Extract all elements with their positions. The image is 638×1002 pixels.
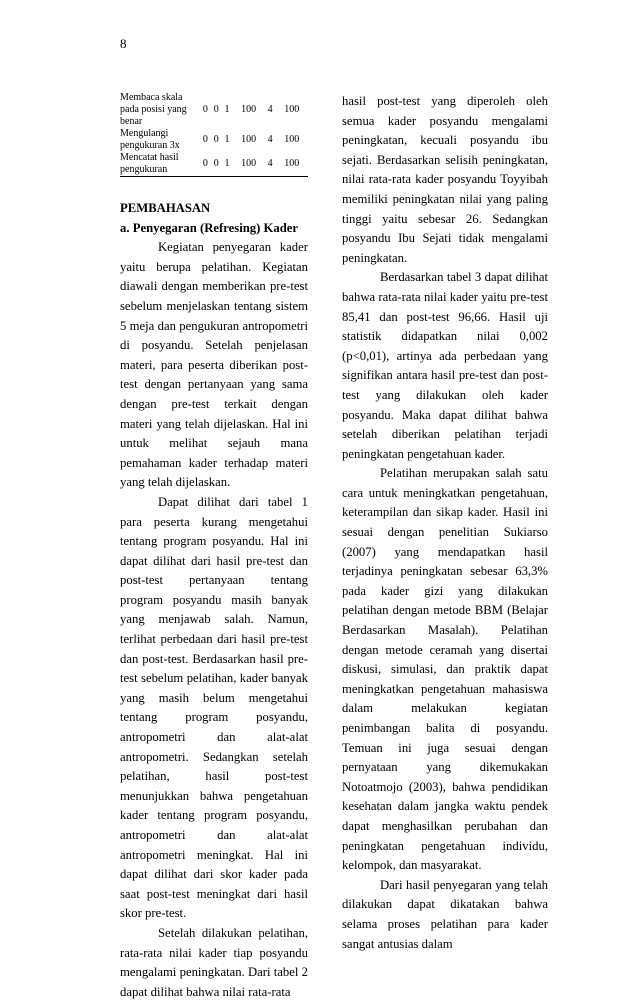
table-row xyxy=(120,152,308,177)
left-column xyxy=(120,92,308,1002)
table-cell: 100 xyxy=(241,104,257,115)
table-cell-label: Mencatat hasil pengukuran xyxy=(120,152,200,177)
table-cell: 100 xyxy=(284,134,300,145)
table-cell: 100 xyxy=(232,152,264,177)
table-cell-label: Membaca skala pada posisi yang benar xyxy=(120,92,187,127)
table-cell: 0 xyxy=(202,104,208,115)
section-title: PEMBAHASAN xyxy=(120,201,211,215)
table-cell: 0 xyxy=(211,152,222,177)
paragraph: Pelatihan merupakan salah satu cara untuk meningkatkan pengetahuan, keterampilan dan sikap kader. Hasil ini sesuai dengan penelitian Sukiarso (2007) yang mendapatkan hasil terjadinya peningkatan sebesar 63,3% pada kader gizi yang dilakukan pelatihan dengan metode BBM (Belajar Berdasarkan Masalah). Pelatihan dengan metode ceramah yang disertai diskusi, simulasi, dan praktik dapat meningkatkan pengetahuan mahasiswa dalam melakukan kegiatan penimbangan balita di posyandu. Temuan ini juga sesuai dengan pernyataan yang dikemukakan Notoatmojo (2003), bahwa pendidikan kesehatan dalam jangka waktu pendek dapat menghasilkan perubahan dan peningkatan pengetahuan individu, kelompok, dan masyarakat. xyxy=(342,466,548,873)
results-table xyxy=(120,92,308,177)
table-cell: 4 xyxy=(267,134,273,145)
page-number: 8 xyxy=(120,36,127,51)
paragraph: Setelah dilakukan pelatihan, rata-rata nilai kader tiap posyandu mengalami peningkatan. Dari tabel 2 dapat dilihat bahwa nilai rata-rata xyxy=(120,925,308,999)
table-cell-label: Mengulangi pengukuran 3x xyxy=(120,128,180,151)
table-cell: 100 xyxy=(276,152,308,177)
paragraph: Dapat dilihat dari tabel 1 para peserta kurang mengetahui tentang program posyandu. Hal ini dapat dilihat dari hasil pre-test dan post-test pertanyaan tentang program posyandu masih banyak yang menjawab salah. Namun, terlihat perbedaan dari hasil pre-test dan post-test. Berdasarkan hasil pre-test sebelum pelatihan, kader banyak yang masih belum mengetahui tentang program posyandu, antropometri dan alat-alat antropometri. Sedangkan setelah pelatihan, hasil post-test menunjukkan bahwa pengetahuan kader tentang program posyandu, antropometri dan alat-alat antropometri meningkat. Hal ini dapat dilihat dari skor kader pada saat post-test meningkat dari hasil skor pre-test. xyxy=(120,494,308,921)
table-cell: 0 xyxy=(213,104,219,115)
subsection-title: a. Penyegaran (Refresing) Kader xyxy=(120,220,299,235)
paragraph: Dari hasil penyegaran yang telah dilakukan dapat dikatakan bahwa selama proses pelatihan para kader sangat antusias dalam xyxy=(342,877,548,951)
table-cell: 0 xyxy=(202,134,208,145)
table-row xyxy=(120,128,308,152)
table-cell: 1 xyxy=(224,134,230,145)
paragraph: Berdasarkan tabel 3 dapat dilihat bahwa rata-rata nilai kader yaitu pre-test 85,41 dan post-test 96,66. Hasil uji statistik didapatkan nilai 0,002 (p<0,01), artinya ada perbedaan yang signifikan antara hasil pre-test dan post-test yang dilakukan oleh kader posyandu. Maka dapat dilihat bahwa setelah diberikan pelatihan terjadi peningkatan pengetahuan kader. xyxy=(342,270,548,461)
table-cell: 0 xyxy=(200,152,211,177)
table-cell: 0 xyxy=(213,134,219,145)
paragraph: hasil post-test yang diperoleh oleh semua kader posyandu mengalami peningkatan, kecuali posyandu ibu sejati. Berdasarkan selisih peningkatan, nilai rata-rata kader posyandu Toyyibah memiliki peningkatan nilai yang paling tinggi yaitu sebesar 26. Sedangkan posyandu Ibu Sejati tidak mengalami peningkatan. xyxy=(342,94,548,265)
table-cell: 100 xyxy=(241,134,257,145)
table-cell: 1 xyxy=(222,152,233,177)
table-cell: 1 xyxy=(224,104,230,115)
paragraph: Kegiatan penyegaran kader yaitu berupa pelatihan. Kegiatan diawali dengan memberikan pre-test sebelum menjelaskan tentang sistem 5 meja dan pengukuran antropometri di posyandu. Setelah penjelasan materi, para peserta diberikan post-test dengan pertanyaan yang sama dengan pre-test terkait dengan materi yang telah dijelaskan. Hal ini untuk melihat sejauh mana pemahaman kader terhadap materi yang telah dijelaskan. xyxy=(120,240,308,490)
table-cell: 100 xyxy=(284,104,300,115)
right-column xyxy=(342,92,548,954)
table-row xyxy=(120,92,308,128)
table-cell: 4 xyxy=(265,152,276,177)
table-cell: 4 xyxy=(267,104,273,115)
